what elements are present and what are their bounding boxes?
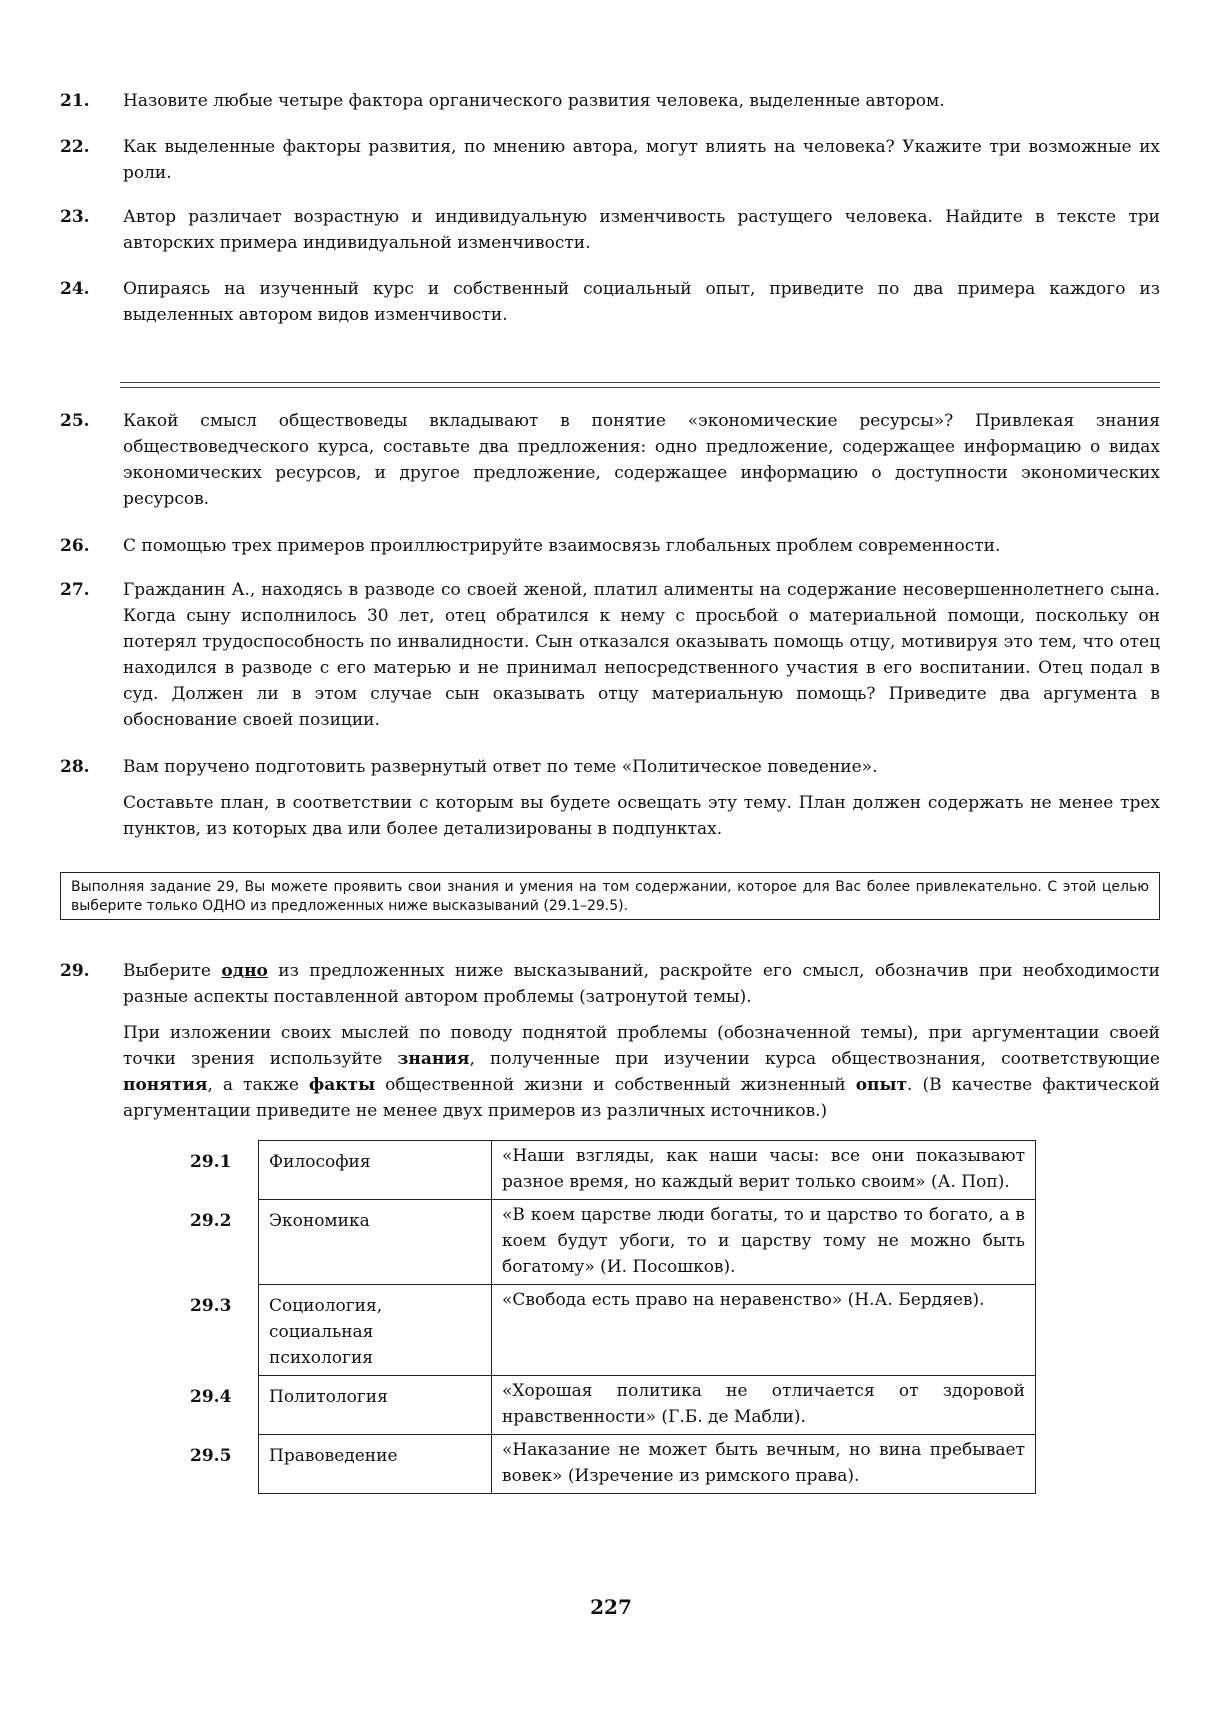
- question-number: 21.: [60, 91, 90, 111]
- question-text: Вам поручено подготовить развернутый ответ по теме «Политическое поведение».: [123, 757, 878, 777]
- question-25: [60, 408, 1160, 512]
- question-text: Назовите любые четыре фактора органического развития человека, выделенные автором.: [123, 91, 945, 111]
- question-number: 29.: [60, 961, 90, 981]
- question-21: [60, 88, 1160, 114]
- emphasis-one: одно: [221, 961, 268, 981]
- task-29-notice: Выполняя задание 29, Вы можете проявить свои знания и умения на том содержании, которое для Вас более привлекательно. С этой целью выберите только ОДНО из предложенных ниже высказываний (29.1–29.5).: [60, 872, 1160, 920]
- topic-code: 29.4: [190, 1386, 232, 1407]
- question-text-extra: Составьте план, в соответствии с которым вы будете освещать эту тему. План должен содержать не менее трех пунктов, из которых два или более детализированы в подпунктах.: [123, 793, 1160, 839]
- topic-code: 29.2: [190, 1210, 232, 1231]
- topic-code: 29.5: [190, 1445, 232, 1466]
- question-22: [60, 134, 1160, 186]
- question-text: Как выделенные факторы развития, по мнению автора, могут влиять на человека? Укажите три возможные их роли.: [123, 137, 1160, 183]
- topic-area: Политология: [259, 1376, 492, 1435]
- question-text: Какой смысл обществоведы вкладывают в понятие «экономические ресурсы»? Привлекая знания обществоведческого курса, составьте два предложения: одно предложение, содержащее информацию о видах экономических ресурсов, и другое предложение, содержащее информацию о доступности экономических ресурсов.: [123, 411, 1160, 509]
- topic-quote: «Свобода есть право на неравенство» (Н.А. Бердяев).: [492, 1285, 1036, 1376]
- topic-area: Правоведение: [259, 1435, 492, 1494]
- page-number: 227: [590, 1595, 632, 1619]
- topic-area: Социология, социальная психология: [259, 1285, 492, 1376]
- keyword-experience: опыт: [855, 1075, 908, 1095]
- text-run: . (В качестве фактической аргументации приведите не менее двух примеров из различных источников.): [123, 1075, 1161, 1121]
- text-run: , полученные при изучении курса обществознания, соответствующие: [469, 1049, 1160, 1069]
- question-28: [60, 754, 1160, 842]
- table-row: [180, 1200, 1036, 1285]
- text-run: из предложенных ниже высказываний, раскройте его смысл, обозначив при необходимости разные аспекты поставленной автором проблемы (затронутой темы).: [123, 961, 1160, 1007]
- question-text: [123, 958, 1160, 1010]
- keyword-facts: факты: [308, 1075, 376, 1095]
- question-instructions: [123, 1020, 1160, 1124]
- topic-quote: «Наказание не может быть вечным, но вина пребывает вовек» (Изречение из римского права).: [492, 1435, 1036, 1494]
- keyword-concepts: понятия: [123, 1075, 208, 1095]
- keyword-knowledge: знания: [397, 1049, 470, 1069]
- question-text: Автор различает возрастную и индивидуальную изменчивость растущего человека. Найдите в тексте три авторских примера индивидуальной изменчивости.: [123, 207, 1160, 253]
- question-27: [60, 577, 1160, 733]
- question-number: 27.: [60, 580, 90, 600]
- text-run: При изложении своих мыслей по поводу поднятой проблемы (обозначенной темы), при аргументации своей точки зрения используйте: [123, 1023, 1160, 1069]
- topic-code: 29.3: [190, 1295, 232, 1316]
- question-text: С помощью трех примеров проиллюстрируйте взаимосвязь глобальных проблем современности.: [123, 536, 1001, 556]
- topic-quote: «Наши взгляды, как наши часы: все они показывают разное время, но каждый верит только своим» (А. Поп).: [492, 1141, 1036, 1200]
- text-run: , а также: [207, 1075, 309, 1095]
- table-row: [180, 1141, 1036, 1200]
- topic-area: Экономика: [259, 1200, 492, 1285]
- question-29: [60, 958, 1160, 1124]
- text-run: общественной жизни и собственный жизненный: [375, 1075, 856, 1095]
- question-23: [60, 204, 1160, 256]
- question-text: Гражданин А., находясь в разводе со своей женой, платил алименты на содержание несовершеннолетнего сына. Когда сыну исполнилось 30 лет, отец обратился к нему с просьбой о материальной помощи, поскольку он потерял трудоспособность по инвалидности. Сын отказался оказывать помощь отцу, мотивируя это тем, что отец находился в разводе с его матерью и не принимал непосредственного участия в его воспитании. Отец подал в суд. Должен ли в этом случае сын оказывать отцу материальную помощь? Приведите два аргумента в обоснование своей позиции.: [123, 580, 1160, 730]
- question-number: 23.: [60, 207, 90, 227]
- table-row: [180, 1376, 1036, 1435]
- question-number: 28.: [60, 757, 90, 777]
- question-number: 22.: [60, 137, 90, 157]
- topic-quote: «Хорошая политика не отличается от здоровой нравственности» (Г.Б. де Мабли).: [492, 1376, 1036, 1435]
- quotes-table: [180, 1140, 1036, 1494]
- topic-quote: «В коем царстве люди богаты, то и царство то богато, а в коем будут убоги, то и царству тому не можно быть богатому» (И. Посошков).: [492, 1200, 1036, 1285]
- question-number: 26.: [60, 536, 90, 556]
- topic-code: 29.1: [190, 1151, 232, 1172]
- table-row: [180, 1285, 1036, 1376]
- section-divider: [120, 382, 1160, 388]
- question-26: [60, 533, 1160, 559]
- question-24: [60, 276, 1160, 328]
- question-number: 24.: [60, 279, 90, 299]
- question-text: Опираясь на изученный курс и собственный социальный опыт, приведите по два примера каждого из выделенных автором видов изменчивости.: [123, 279, 1160, 325]
- topic-area: Философия: [259, 1141, 492, 1200]
- question-number: 25.: [60, 411, 90, 431]
- table-row: [180, 1435, 1036, 1494]
- text-run: Выберите: [123, 961, 222, 981]
